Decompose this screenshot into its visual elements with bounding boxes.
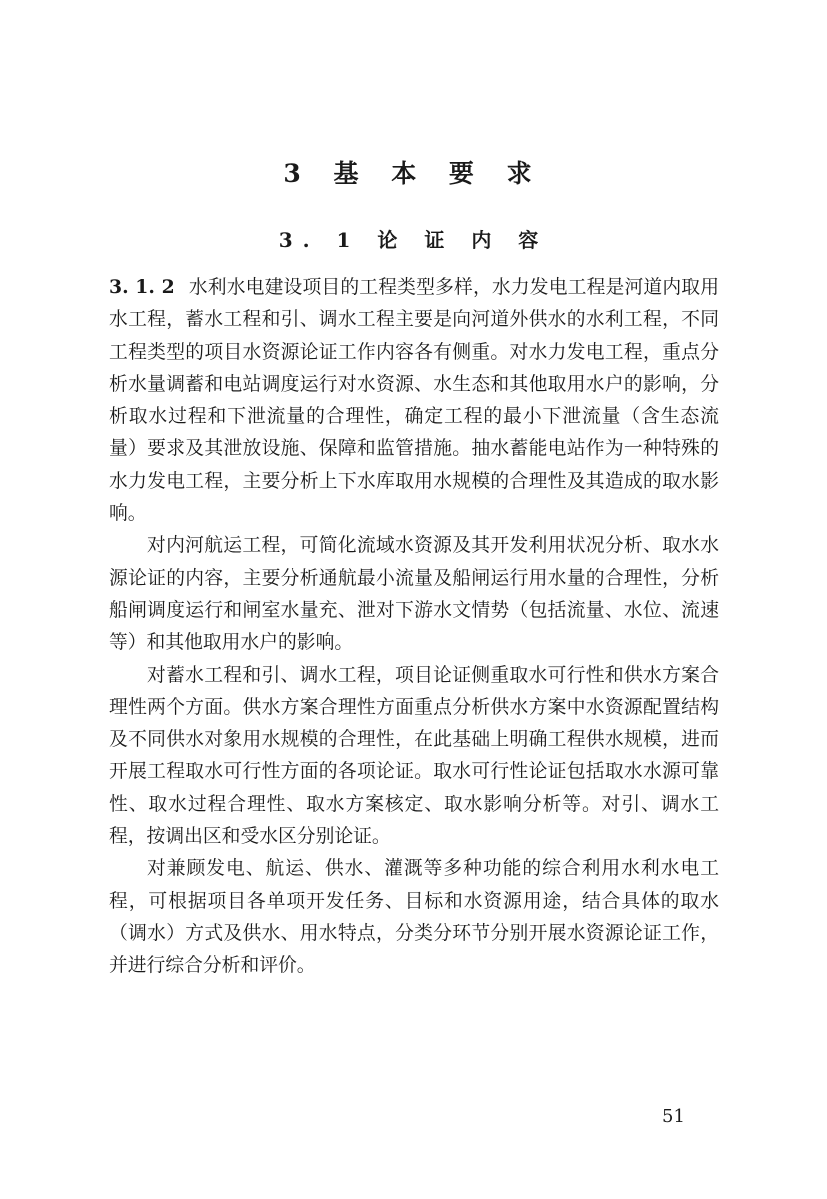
page-number: 51 (662, 1106, 685, 1127)
chapter-title: 3 基 本 要 求 (283, 159, 544, 188)
body-text (109, 271, 719, 983)
paragraph-clause (109, 271, 719, 530)
paragraph-text: 水利水电建设项目的工程类型多样，水力发电工程是河道内取用水工程，蓄水工程和引、调水工程主要是向河道外供水的水利工程，不同工程类型的项目水资源论证工作内容各有侧重。对水力发电工程，重点分析水量调蓄和电站调度运行对水资源、水生态和其他取用水户的影响，分析取水过程和下泄流量的合理性，确定工程的最小下泄流量（含生态流量）要求及其泄放设施、保障和监管措施。抽水蓄能电站作为一种特殊的水力发电工程，主要分析上下水库取用水规模的合理性及其造成的取水影响。 (109, 277, 720, 525)
paragraph: 对内河航运工程，可简化流域水资源及其开发利用状况分析、取水水源论证的内容，主要分析通航最小流量及船闸运行用水量的合理性，分析船闸调度运行和闸室水量充、泄对下游水文情势（包括流量、水位、流速等）和其他取用水户的影响。 (109, 535, 719, 654)
paragraph: 对蓄水工程和引、调水工程，项目论证侧重取水可行性和供水方案合理性两个方面。供水方案合理性方面重点分析供水方案中水资源配置结构及不同供水对象用水规模的合理性，在此基础上明确工程供水规模，进而开展工程取水可行性方面的各项论证。取水可行性论证包括取水水源可靠性、取水过程合理性、取水方案核定、取水影响分析等。对引、调水工程，按调出区和受水区分别论证。 (109, 664, 719, 848)
section-title: 3. 1 论 证 内 容 (278, 228, 549, 252)
clause-number: 3. 1. 2 (109, 276, 175, 298)
paragraph: 对兼顾发电、航运、供水、灌溉等多种功能的综合利用水利水电工程，可根据项目各单项开发任务、目标和水资源用途，结合具体的取水（调水）方式及供水、用水特点，分类分环节分别开展水资源论证工作，并进行综合分析和评价。 (109, 858, 719, 977)
